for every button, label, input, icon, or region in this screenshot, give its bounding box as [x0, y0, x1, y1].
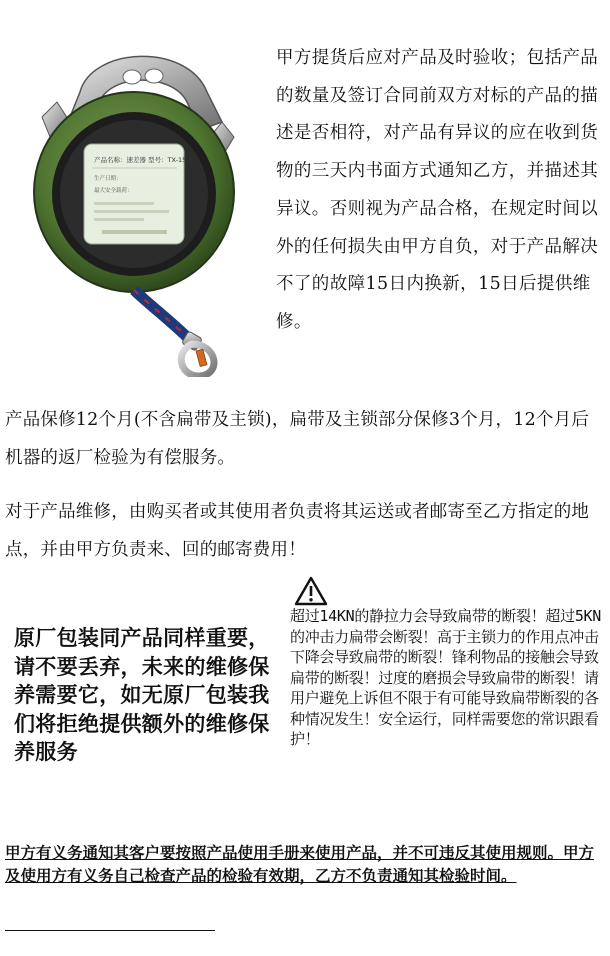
label-line-2: 生产日期： — [94, 176, 122, 182]
acceptance-clause: 甲方提货后应对产品及时验收；包括产品的数量及签订合同前双方对标的产品的描述是否相符，对产品有异议的应在收到货物的三天内书面方式通知乙方，并描述其异议。否则视为产品合格，在规定时间以外的任何损失由甲方自负，对于产品解决不了的故障15日内换新，15日后提供维修。 — [276, 48, 599, 332]
repair-shipping-clause: 对于产品维修，由购买者或其使用者负责将其运送或者邮寄至乙方指定的地点，并由甲方负责来、回的邮寄费用！ — [5, 502, 590, 560]
strap-break-warning: 超过14KN的静拉力会导致扁带的断裂！超过5KN的冲击力扁带会断裂！高于主锁力的作用点冲击下降会导致扁带的断裂！锋利物品的接触会导致扁带的断裂！过度的磨损会导致扁带的断裂！请用户避免上诉但不限于有可能导致扁带断裂的各种情况发生！安全运行，同样需要您的常识跟看护！ — [290, 607, 602, 748]
label-line-3: 最大安全载荷： — [94, 188, 133, 194]
signature-line — [5, 930, 215, 931]
label-line-1: 产品名称：速差器 型号：TX-15 — [94, 156, 187, 164]
usage-obligation-clause: 甲方有义务通知其客户要按照产品使用手册来使用产品，并不可违反其使用规则。甲方及使用方有义务自己检查产品的检验有效期，乙方不负责通知其检验时间。 — [5, 843, 595, 885]
warranty-clause: 产品保修12个月(不含扁带及主锁)，扁带及主锁部分保修3个月，12个月后机器的返厂检验为有偿服务。 — [5, 410, 590, 468]
packaging-note: 原厂包装同产品同样重要，请不要丢弃，未来的维修保养需要它，如无原厂包装我们将拒绝提供额外的维修保养服务 — [14, 626, 270, 764]
product-photo — [22, 22, 257, 377]
warning-triangle-icon — [294, 576, 328, 606]
